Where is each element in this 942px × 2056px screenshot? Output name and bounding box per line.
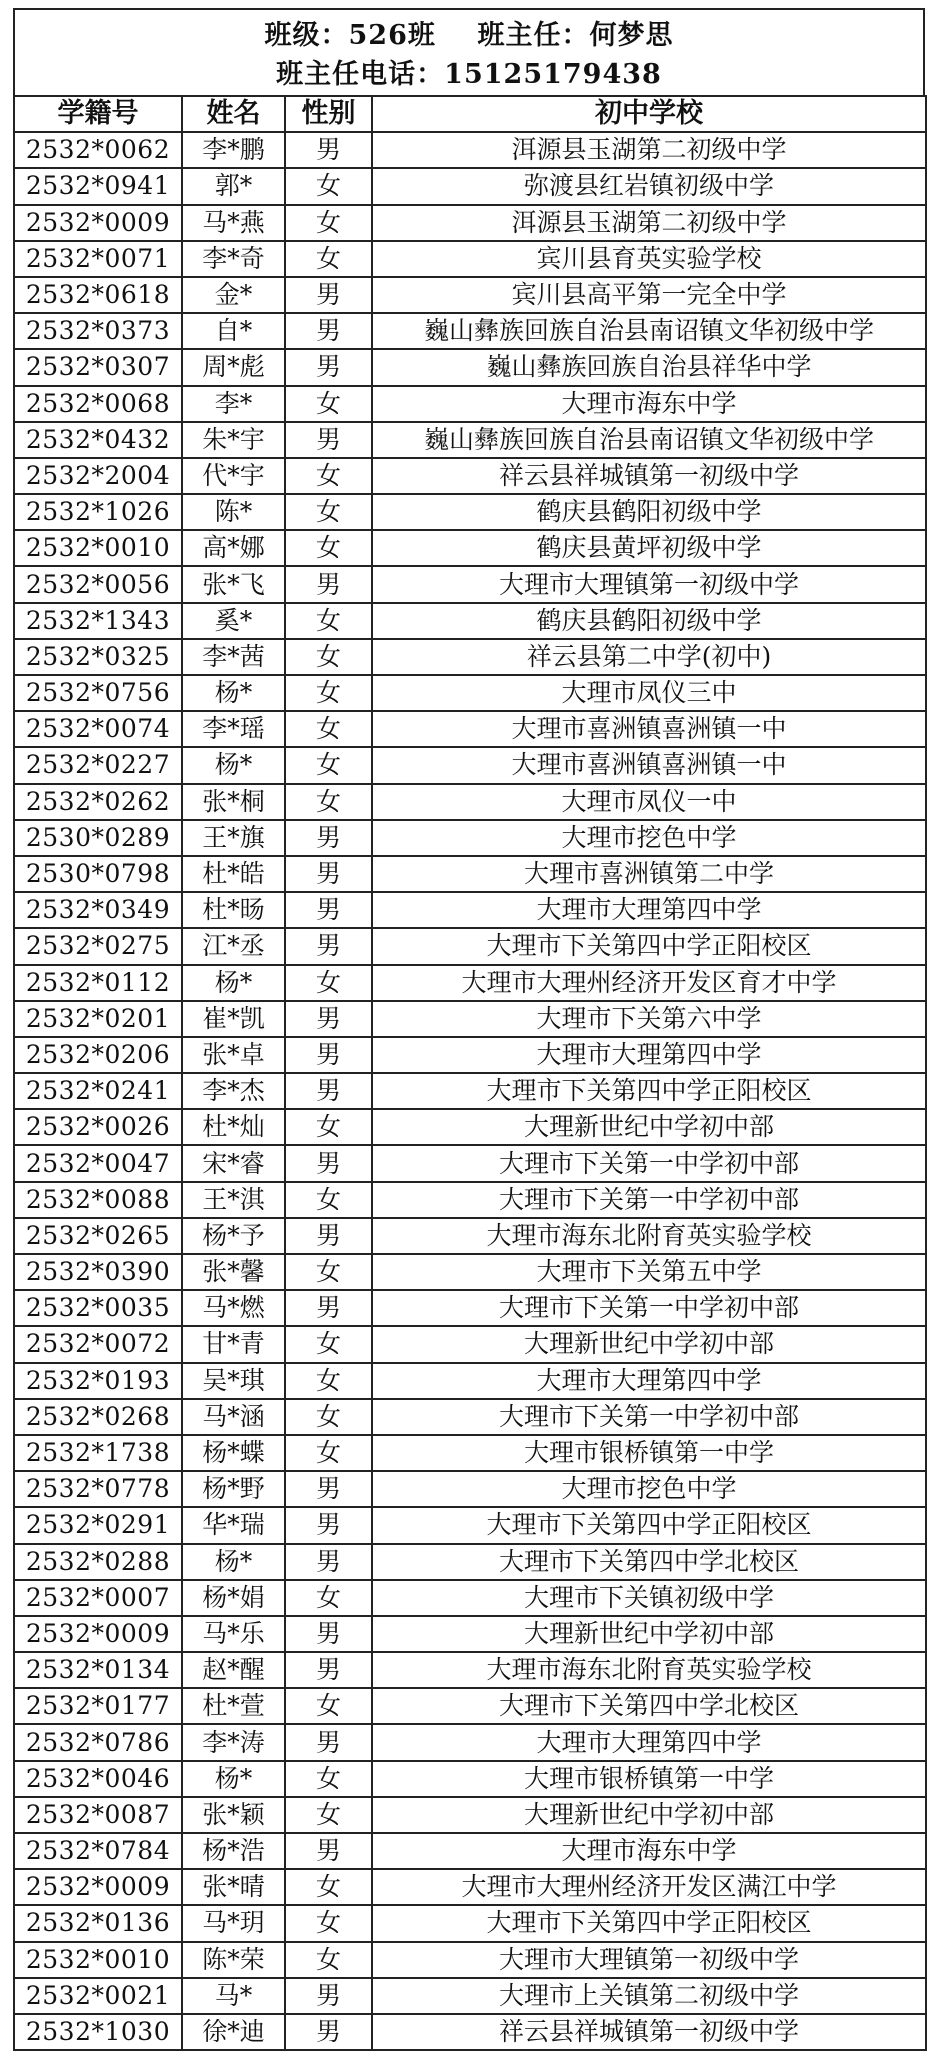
school-cell: 大理市银桥镇第一中学 <box>372 1761 926 1797</box>
table-row <box>14 205 926 241</box>
student-name-cell: 代*宇 <box>182 458 285 494</box>
student-name-cell: 杨*予 <box>182 1218 285 1254</box>
gender-cell: 女 <box>285 458 372 494</box>
gender-cell: 女 <box>285 1905 372 1941</box>
student-name-cell: 马*乐 <box>182 1616 285 1652</box>
column-header-school: 初中学校 <box>372 96 926 132</box>
student-id-cell: 2532*0068 <box>14 386 182 422</box>
gender-cell: 女 <box>285 1435 372 1471</box>
student-id-cell: 2532*0786 <box>14 1724 182 1760</box>
student-name-cell: 杨* <box>182 675 285 711</box>
gender-cell: 女 <box>285 1761 372 1797</box>
student-name-cell: 华*瑞 <box>182 1507 285 1543</box>
gender-cell: 女 <box>285 603 372 639</box>
student-id-cell: 2532*0026 <box>14 1109 182 1145</box>
student-id-cell: 2532*0035 <box>14 1290 182 1326</box>
column-header-name: 姓名 <box>182 96 285 132</box>
table-row <box>14 856 926 892</box>
student-name-cell: 张*馨 <box>182 1254 285 1290</box>
school-cell: 大理市大理第四中学 <box>372 892 926 928</box>
student-name-cell: 王*淇 <box>182 1182 285 1218</box>
student-name-cell: 李*奇 <box>182 241 285 277</box>
student-id-cell: 2532*0227 <box>14 747 182 783</box>
gender-cell: 女 <box>285 241 372 277</box>
gender-cell: 男 <box>285 892 372 928</box>
student-id-cell: 2532*0390 <box>14 1254 182 1290</box>
student-id-cell: 2532*0291 <box>14 1507 182 1543</box>
student-name-cell: 杨*野 <box>182 1471 285 1507</box>
table-row <box>14 313 926 349</box>
school-cell: 大理市下关第四中学正阳校区 <box>372 1507 926 1543</box>
school-cell: 大理市海东北附育英实验学校 <box>372 1652 926 1688</box>
student-id-cell: 2532*0193 <box>14 1363 182 1399</box>
school-cell: 大理市挖色中学 <box>372 1471 926 1507</box>
school-cell: 大理市大理镇第一初级中学 <box>372 566 926 602</box>
gender-cell: 男 <box>285 1978 372 2014</box>
school-cell: 巍山彝族回族自治县南诏镇文华初级中学 <box>372 313 926 349</box>
student-id-cell: 2532*0062 <box>14 132 182 168</box>
gender-cell: 女 <box>285 205 372 241</box>
student-name-cell: 杜*旸 <box>182 892 285 928</box>
student-id-cell: 2532*0072 <box>14 1326 182 1362</box>
school-cell: 大理市下关第一中学初中部 <box>372 1182 926 1218</box>
student-name-cell: 张*桐 <box>182 784 285 820</box>
student-id-cell: 2530*0798 <box>14 856 182 892</box>
student-id-cell: 2532*0349 <box>14 892 182 928</box>
student-name-cell: 杜*灿 <box>182 1109 285 1145</box>
student-id-cell: 2532*0177 <box>14 1688 182 1724</box>
school-cell: 鹤庆县黄坪初级中学 <box>372 530 926 566</box>
table-row <box>14 1435 926 1471</box>
school-cell: 祥云县祥城镇第一初级中学 <box>372 2014 926 2050</box>
school-cell: 大理市海东北附育英实验学校 <box>372 1218 926 1254</box>
table-row <box>14 1326 926 1362</box>
class-label: 班级：526班 <box>264 20 436 51</box>
teacher-label: 班主任：何梦思 <box>477 20 674 51</box>
school-cell: 大理市海东中学 <box>372 1833 926 1869</box>
student-name-cell: 李*瑶 <box>182 711 285 747</box>
gender-cell: 女 <box>285 1797 372 1833</box>
student-id-cell: 2532*0262 <box>14 784 182 820</box>
student-id-cell: 2532*0071 <box>14 241 182 277</box>
gender-cell: 男 <box>285 1037 372 1073</box>
student-id-cell: 2532*0373 <box>14 313 182 349</box>
gender-cell: 女 <box>285 1942 372 1978</box>
student-id-cell: 2532*0010 <box>14 1942 182 1978</box>
roster-sheet <box>13 8 925 2051</box>
gender-cell: 女 <box>285 965 372 1001</box>
student-name-cell: 陈*荣 <box>182 1942 285 1978</box>
school-cell: 祥云县祥城镇第一初级中学 <box>372 458 926 494</box>
gender-cell: 男 <box>285 1001 372 1037</box>
gender-cell: 女 <box>285 675 372 711</box>
student-name-cell: 郭* <box>182 168 285 204</box>
school-cell: 大理市下关镇初级中学 <box>372 1580 926 1616</box>
student-name-cell: 杜*萱 <box>182 1688 285 1724</box>
student-id-cell: 2532*0009 <box>14 1616 182 1652</box>
school-cell: 大理市银桥镇第一中学 <box>372 1435 926 1471</box>
student-id-cell: 2532*0112 <box>14 965 182 1001</box>
student-id-cell: 2532*0756 <box>14 675 182 711</box>
student-id-cell: 2532*0778 <box>14 1471 182 1507</box>
column-header-gender: 性别 <box>285 96 372 132</box>
table-row <box>14 277 926 313</box>
table-row <box>14 965 926 1001</box>
student-name-cell: 徐*迪 <box>182 2014 285 2050</box>
table-row <box>14 132 926 168</box>
table-row <box>14 1363 926 1399</box>
student-id-cell: 2532*0088 <box>14 1182 182 1218</box>
table-row <box>14 1580 926 1616</box>
student-id-cell: 2532*0784 <box>14 1833 182 1869</box>
student-id-cell: 2532*0009 <box>14 1869 182 1905</box>
gender-cell: 女 <box>285 1580 372 1616</box>
gender-cell: 女 <box>285 1363 372 1399</box>
student-id-cell: 2532*0056 <box>14 566 182 602</box>
student-name-cell: 杨* <box>182 965 285 1001</box>
student-name-cell: 陈* <box>182 494 285 530</box>
school-cell: 大理市凤仪三中 <box>372 675 926 711</box>
student-name-cell: 江*丞 <box>182 928 285 964</box>
gender-cell: 男 <box>285 820 372 856</box>
student-name-cell: 李*杰 <box>182 1073 285 1109</box>
table-row <box>14 928 926 964</box>
student-id-cell: 2532*0134 <box>14 1652 182 1688</box>
student-id-cell: 2532*0265 <box>14 1218 182 1254</box>
school-cell: 大理市下关第一中学初中部 <box>372 1145 926 1181</box>
gender-cell: 男 <box>285 422 372 458</box>
gender-cell: 男 <box>285 1544 372 1580</box>
student-name-cell: 甘*青 <box>182 1326 285 1362</box>
student-name-cell: 高*娜 <box>182 530 285 566</box>
student-name-cell: 马*涵 <box>182 1399 285 1435</box>
school-cell: 大理新世纪中学初中部 <box>372 1109 926 1145</box>
gender-cell: 男 <box>285 313 372 349</box>
school-cell: 大理市大理州经济开发区育才中学 <box>372 965 926 1001</box>
school-cell: 大理市上关镇第二初级中学 <box>372 1978 926 2014</box>
school-cell: 大理新世纪中学初中部 <box>372 1326 926 1362</box>
gender-cell: 男 <box>285 1471 372 1507</box>
school-cell: 鹤庆县鹤阳初级中学 <box>372 603 926 639</box>
school-cell: 大理市下关第四中学北校区 <box>372 1544 926 1580</box>
school-cell: 大理市挖色中学 <box>372 820 926 856</box>
student-name-cell: 杨*娟 <box>182 1580 285 1616</box>
student-id-cell: 2532*0087 <box>14 1797 182 1833</box>
table-row <box>14 1833 926 1869</box>
student-id-cell: 2532*0206 <box>14 1037 182 1073</box>
school-cell: 大理市下关第四中学正阳校区 <box>372 1905 926 1941</box>
student-id-cell: 2532*1343 <box>14 603 182 639</box>
gender-cell: 女 <box>285 1109 372 1145</box>
school-cell: 巍山彝族回族自治县祥华中学 <box>372 349 926 385</box>
table-row <box>14 1797 926 1833</box>
school-cell: 大理市下关第一中学初中部 <box>372 1290 926 1326</box>
student-id-cell: 2532*1026 <box>14 494 182 530</box>
student-id-cell: 2532*0618 <box>14 277 182 313</box>
table-row <box>14 1037 926 1073</box>
school-cell: 大理市凤仪一中 <box>372 784 926 820</box>
student-name-cell: 杜*皓 <box>182 856 285 892</box>
school-cell: 巍山彝族回族自治县南诏镇文华初级中学 <box>372 422 926 458</box>
gender-cell: 女 <box>285 711 372 747</box>
school-cell: 大理市喜洲镇喜洲镇一中 <box>372 711 926 747</box>
school-cell: 大理市喜洲镇第二中学 <box>372 856 926 892</box>
student-id-cell: 2532*0201 <box>14 1001 182 1037</box>
gender-cell: 女 <box>285 747 372 783</box>
gender-cell: 男 <box>285 1507 372 1543</box>
student-name-cell: 李*涛 <box>182 1724 285 1760</box>
school-cell: 大理市喜洲镇喜洲镇一中 <box>372 747 926 783</box>
student-id-cell: 2532*0307 <box>14 349 182 385</box>
student-name-cell: 奚* <box>182 603 285 639</box>
student-name-cell: 马*燕 <box>182 205 285 241</box>
student-name-cell: 朱*宇 <box>182 422 285 458</box>
student-name-cell: 崔*凯 <box>182 1001 285 1037</box>
gender-cell: 女 <box>285 386 372 422</box>
table-row <box>14 820 926 856</box>
table-row <box>14 1507 926 1543</box>
table-row <box>14 530 926 566</box>
school-cell: 大理市下关第四中学正阳校区 <box>372 1073 926 1109</box>
gender-cell: 男 <box>285 566 372 602</box>
gender-cell: 女 <box>285 1254 372 1290</box>
table-row <box>14 1869 926 1905</box>
table-row <box>14 1109 926 1145</box>
student-name-cell: 王*旗 <box>182 820 285 856</box>
gender-cell: 男 <box>285 1218 372 1254</box>
student-name-cell: 吴*琪 <box>182 1363 285 1399</box>
school-cell: 大理市下关第四中学正阳校区 <box>372 928 926 964</box>
student-name-cell: 李*鹏 <box>182 132 285 168</box>
student-id-cell: 2532*0241 <box>14 1073 182 1109</box>
student-id-cell: 2532*0021 <box>14 1978 182 2014</box>
student-name-cell: 自* <box>182 313 285 349</box>
roster-header <box>13 8 925 95</box>
student-name-cell: 张*卓 <box>182 1037 285 1073</box>
student-id-cell: 2532*0074 <box>14 711 182 747</box>
school-cell: 弥渡县红岩镇初级中学 <box>372 168 926 204</box>
gender-cell: 女 <box>285 494 372 530</box>
school-cell: 大理市大理第四中学 <box>372 1363 926 1399</box>
gender-cell: 女 <box>285 1326 372 1362</box>
gender-cell: 女 <box>285 1182 372 1218</box>
student-id-cell: 2532*0010 <box>14 530 182 566</box>
student-id-cell: 2530*0289 <box>14 820 182 856</box>
student-name-cell: 杨*蝶 <box>182 1435 285 1471</box>
school-cell: 祥云县第二中学(初中) <box>372 639 926 675</box>
teacher-phone: 班主任电话：15125179438 <box>276 59 662 90</box>
table-row <box>14 639 926 675</box>
table-row <box>14 349 926 385</box>
table-row <box>14 1761 926 1797</box>
gender-cell: 女 <box>285 784 372 820</box>
school-cell: 大理市大理镇第一初级中学 <box>372 1942 926 1978</box>
table-row <box>14 566 926 602</box>
gender-cell: 女 <box>285 1688 372 1724</box>
gender-cell: 男 <box>285 1145 372 1181</box>
table-row <box>14 603 926 639</box>
student-id-cell: 2532*0007 <box>14 1580 182 1616</box>
table-row <box>14 241 926 277</box>
student-name-cell: 杨* <box>182 1761 285 1797</box>
student-id-cell: 2532*0432 <box>14 422 182 458</box>
student-name-cell: 张*晴 <box>182 1869 285 1905</box>
school-cell: 宾川县育英实验学校 <box>372 241 926 277</box>
school-cell: 鹤庆县鹤阳初级中学 <box>372 494 926 530</box>
school-cell: 大理市下关第四中学北校区 <box>372 1688 926 1724</box>
student-name-cell: 金* <box>182 277 285 313</box>
table-row <box>14 1688 926 1724</box>
gender-cell: 女 <box>285 530 372 566</box>
table-row <box>14 1942 926 1978</box>
table-row <box>14 168 926 204</box>
gender-cell: 女 <box>285 1399 372 1435</box>
student-name-cell: 杨* <box>182 1544 285 1580</box>
gender-cell: 男 <box>285 349 372 385</box>
table-row <box>14 1145 926 1181</box>
table-row <box>14 747 926 783</box>
student-name-cell: 杨*浩 <box>182 1833 285 1869</box>
gender-cell: 男 <box>285 856 372 892</box>
student-name-cell: 张*飞 <box>182 566 285 602</box>
gender-cell: 男 <box>285 1833 372 1869</box>
table-row <box>14 458 926 494</box>
student-id-cell: 2532*2004 <box>14 458 182 494</box>
table-row <box>14 1001 926 1037</box>
column-header-student-id: 学籍号 <box>14 96 182 132</box>
student-name-cell: 张*颖 <box>182 1797 285 1833</box>
student-table <box>13 95 927 2051</box>
table-row <box>14 1399 926 1435</box>
student-id-cell: 2532*0046 <box>14 1761 182 1797</box>
table-row <box>14 1544 926 1580</box>
school-cell: 大理市下关第五中学 <box>372 1254 926 1290</box>
student-id-cell: 2532*0288 <box>14 1544 182 1580</box>
gender-cell: 女 <box>285 168 372 204</box>
student-name-cell: 马* <box>182 1978 285 2014</box>
gender-cell: 男 <box>285 1652 372 1688</box>
school-cell: 大理市海东中学 <box>372 386 926 422</box>
table-row <box>14 1978 926 2014</box>
table-row <box>14 711 926 747</box>
gender-cell: 男 <box>285 928 372 964</box>
table-row <box>14 675 926 711</box>
student-name-cell: 宋*睿 <box>182 1145 285 1181</box>
table-row <box>14 892 926 928</box>
student-name-cell: 李*茜 <box>182 639 285 675</box>
school-cell: 洱源县玉湖第二初级中学 <box>372 132 926 168</box>
student-id-cell: 2532*0009 <box>14 205 182 241</box>
school-cell: 大理市下关第六中学 <box>372 1001 926 1037</box>
school-cell: 大理市下关第一中学初中部 <box>372 1399 926 1435</box>
table-header-row <box>14 96 926 132</box>
table-row <box>14 1254 926 1290</box>
table-row <box>14 386 926 422</box>
student-id-cell: 2532*0941 <box>14 168 182 204</box>
student-name-cell: 马*玥 <box>182 1905 285 1941</box>
gender-cell: 男 <box>285 2014 372 2050</box>
table-row <box>14 2014 926 2050</box>
table-row <box>14 1218 926 1254</box>
school-cell: 大理新世纪中学初中部 <box>372 1616 926 1652</box>
student-name-cell: 赵*醒 <box>182 1652 285 1688</box>
school-cell: 大理市大理州经济开发区满江中学 <box>372 1869 926 1905</box>
student-name-cell: 李* <box>182 386 285 422</box>
gender-cell: 女 <box>285 1869 372 1905</box>
student-id-cell: 2532*1030 <box>14 2014 182 2050</box>
school-cell: 大理市大理第四中学 <box>372 1037 926 1073</box>
table-row <box>14 1471 926 1507</box>
table-row <box>14 494 926 530</box>
student-id-cell: 2532*0047 <box>14 1145 182 1181</box>
class-info-line <box>15 10 923 56</box>
student-id-cell: 2532*1738 <box>14 1435 182 1471</box>
table-row <box>14 1905 926 1941</box>
gender-cell: 男 <box>285 1073 372 1109</box>
gender-cell: 男 <box>285 277 372 313</box>
gender-cell: 男 <box>285 1724 372 1760</box>
student-id-cell: 2532*0268 <box>14 1399 182 1435</box>
student-name-cell: 马*燃 <box>182 1290 285 1326</box>
table-row <box>14 1616 926 1652</box>
student-id-cell: 2532*0136 <box>14 1905 182 1941</box>
student-id-cell: 2532*0275 <box>14 928 182 964</box>
student-name-cell: 周*彪 <box>182 349 285 385</box>
student-name-cell: 杨* <box>182 747 285 783</box>
gender-cell: 男 <box>285 132 372 168</box>
gender-cell: 男 <box>285 1290 372 1326</box>
table-row <box>14 1182 926 1218</box>
gender-cell: 男 <box>285 1616 372 1652</box>
school-cell: 洱源县玉湖第二初级中学 <box>372 205 926 241</box>
gender-cell: 女 <box>285 639 372 675</box>
table-row <box>14 784 926 820</box>
school-cell: 大理新世纪中学初中部 <box>372 1797 926 1833</box>
school-cell: 大理市大理第四中学 <box>372 1724 926 1760</box>
table-row <box>14 422 926 458</box>
table-row <box>14 1073 926 1109</box>
school-cell: 宾川县高平第一完全中学 <box>372 277 926 313</box>
table-row <box>14 1290 926 1326</box>
table-row <box>14 1724 926 1760</box>
table-body <box>14 132 926 2050</box>
table-row <box>14 1652 926 1688</box>
student-id-cell: 2532*0325 <box>14 639 182 675</box>
